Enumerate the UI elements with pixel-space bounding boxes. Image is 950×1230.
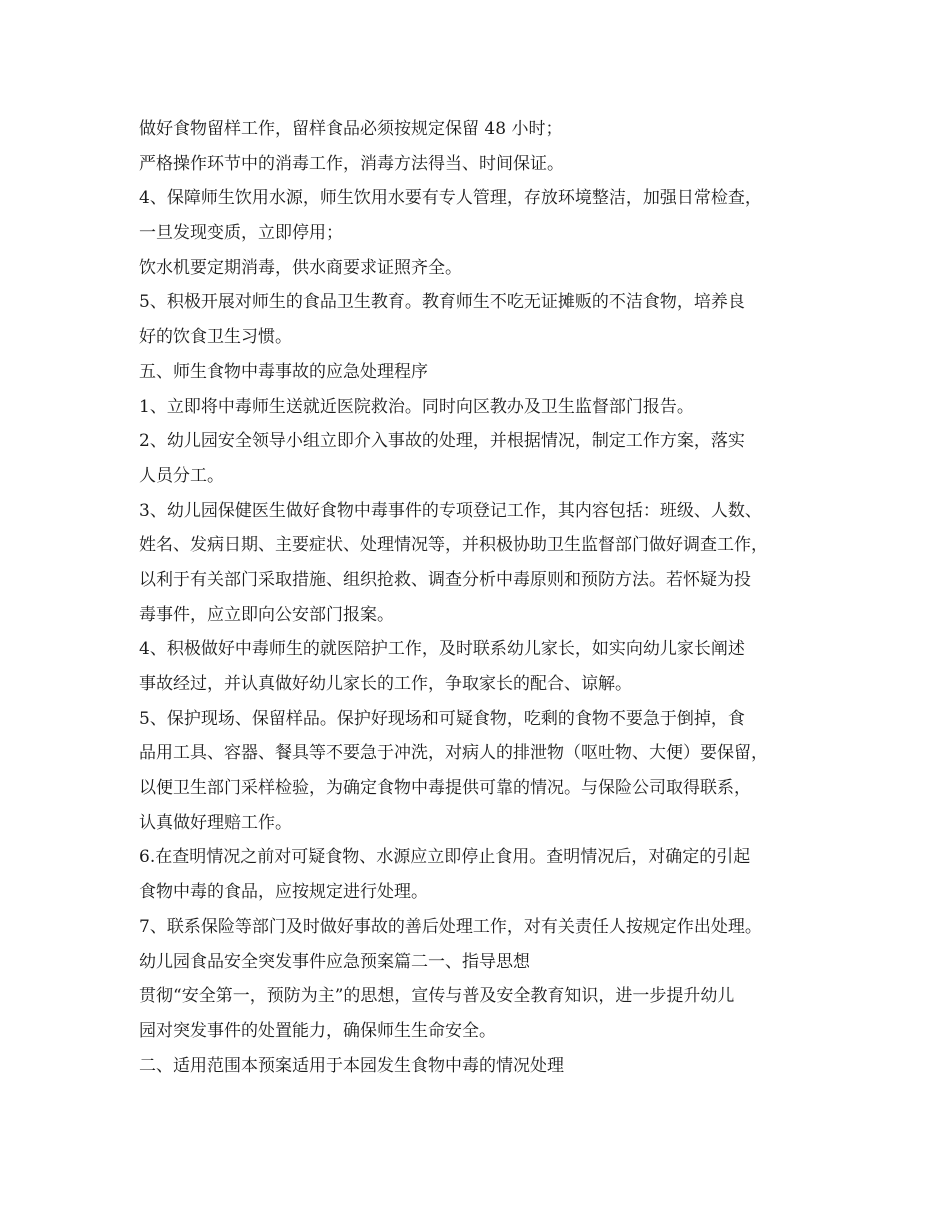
text-line: 毒事件，应立即向公安部门报案。 (139, 604, 394, 625)
text-line: 认真做好理赔工作。 (139, 812, 292, 833)
text-line: 1、立即将中毒师生送就近医院救治。同时向区教办及卫生监督部门报告。 (139, 396, 694, 417)
document-body (139, 112, 839, 1083)
text-line: 7、联系保险等部门及时做好事故的善后处理工作，对有关责任人按规定作出处理。 (139, 916, 762, 937)
text-line: 饮水机要定期消毒，供水商要求证照齐全。 (139, 257, 462, 278)
text-line: 5、积极开展对师生的食品卫生教育。教育师生不吃无证摊贩的不洁食物，培养良 (139, 292, 745, 313)
text-line: 事故经过，并认真做好幼儿家长的工作，争取家长的配合、谅解。 (139, 674, 632, 694)
text-line: 做好食物留样工作，留样食品必须按规定保留 48 小时； (139, 119, 563, 139)
text-line: 贯彻“安全第一，预防为主”的思想，宣传与普及安全教育知识，进一步提升幼儿 (139, 986, 735, 1007)
text-line: 一旦发现变质，立即停用； (139, 223, 343, 244)
text-line: 2、幼儿园安全领导小组立即介入事故的处理，并根据情况，制定工作方案，落实 (139, 431, 745, 452)
text-line: 4、积极做好中毒师生的就医陪护工作，及时联系幼儿家长，如实向幼儿家长阐述 (139, 639, 745, 660)
section-heading: 五、师生食物中毒事故的应急处理程序 (139, 361, 428, 382)
text-line: 严格操作环节中的消毒工作，消毒方法得当、时间保证。 (139, 153, 564, 174)
text-line: 5、保护现场、保留样品。保护好现场和可疑食物，吃剩的食物不要急于倒掉，食 (139, 708, 745, 729)
text-line: 人员分工。 (139, 465, 224, 486)
text-line: 好的饮食卫生习惯。 (139, 327, 292, 348)
text-line: 以便卫生部门采样检验，为确定食物中毒提供可靠的情况。与保险公司取得联系， (139, 778, 751, 799)
section-heading: 二、适用范围本预案适用于本园发生食物中毒的情况处理 (139, 1055, 564, 1076)
text-line: 6.在查明情况之前对可疑食物、水源应立即停止食用。查明情况后，对确定的引起 (139, 847, 751, 868)
section-heading: 幼儿园食品安全突发事件应急预案篇二一、指导思想 (139, 951, 530, 972)
text-line: 姓名、发病日期、主要症状、处理情况等，并积极协助卫生监督部门做好调查工作， (139, 535, 768, 556)
text-line: 以利于有关部门采取措施、组织抢救、调查分析中毒原则和预防方法。若怀疑为投 (139, 569, 751, 590)
text-line: 园对突发事件的处置能力，确保师生生命安全。 (139, 1020, 496, 1041)
text-line: 食物中毒的食品，应按规定进行处理。 (139, 882, 428, 903)
text-line: 4、保障师生饮用水源，师生饮用水要有专人管理，存放环境整洁，加强日常检查， (139, 188, 762, 209)
text-line: 3、幼儿园保健医生做好食物中毒事件的专项登记工作，其内容包括：班级、人数、 (139, 500, 762, 521)
text-line: 品用工具、容器、餐具等不要急于冲洗，对病人的排泄物（呕吐物、大便）要保留， (139, 743, 768, 764)
